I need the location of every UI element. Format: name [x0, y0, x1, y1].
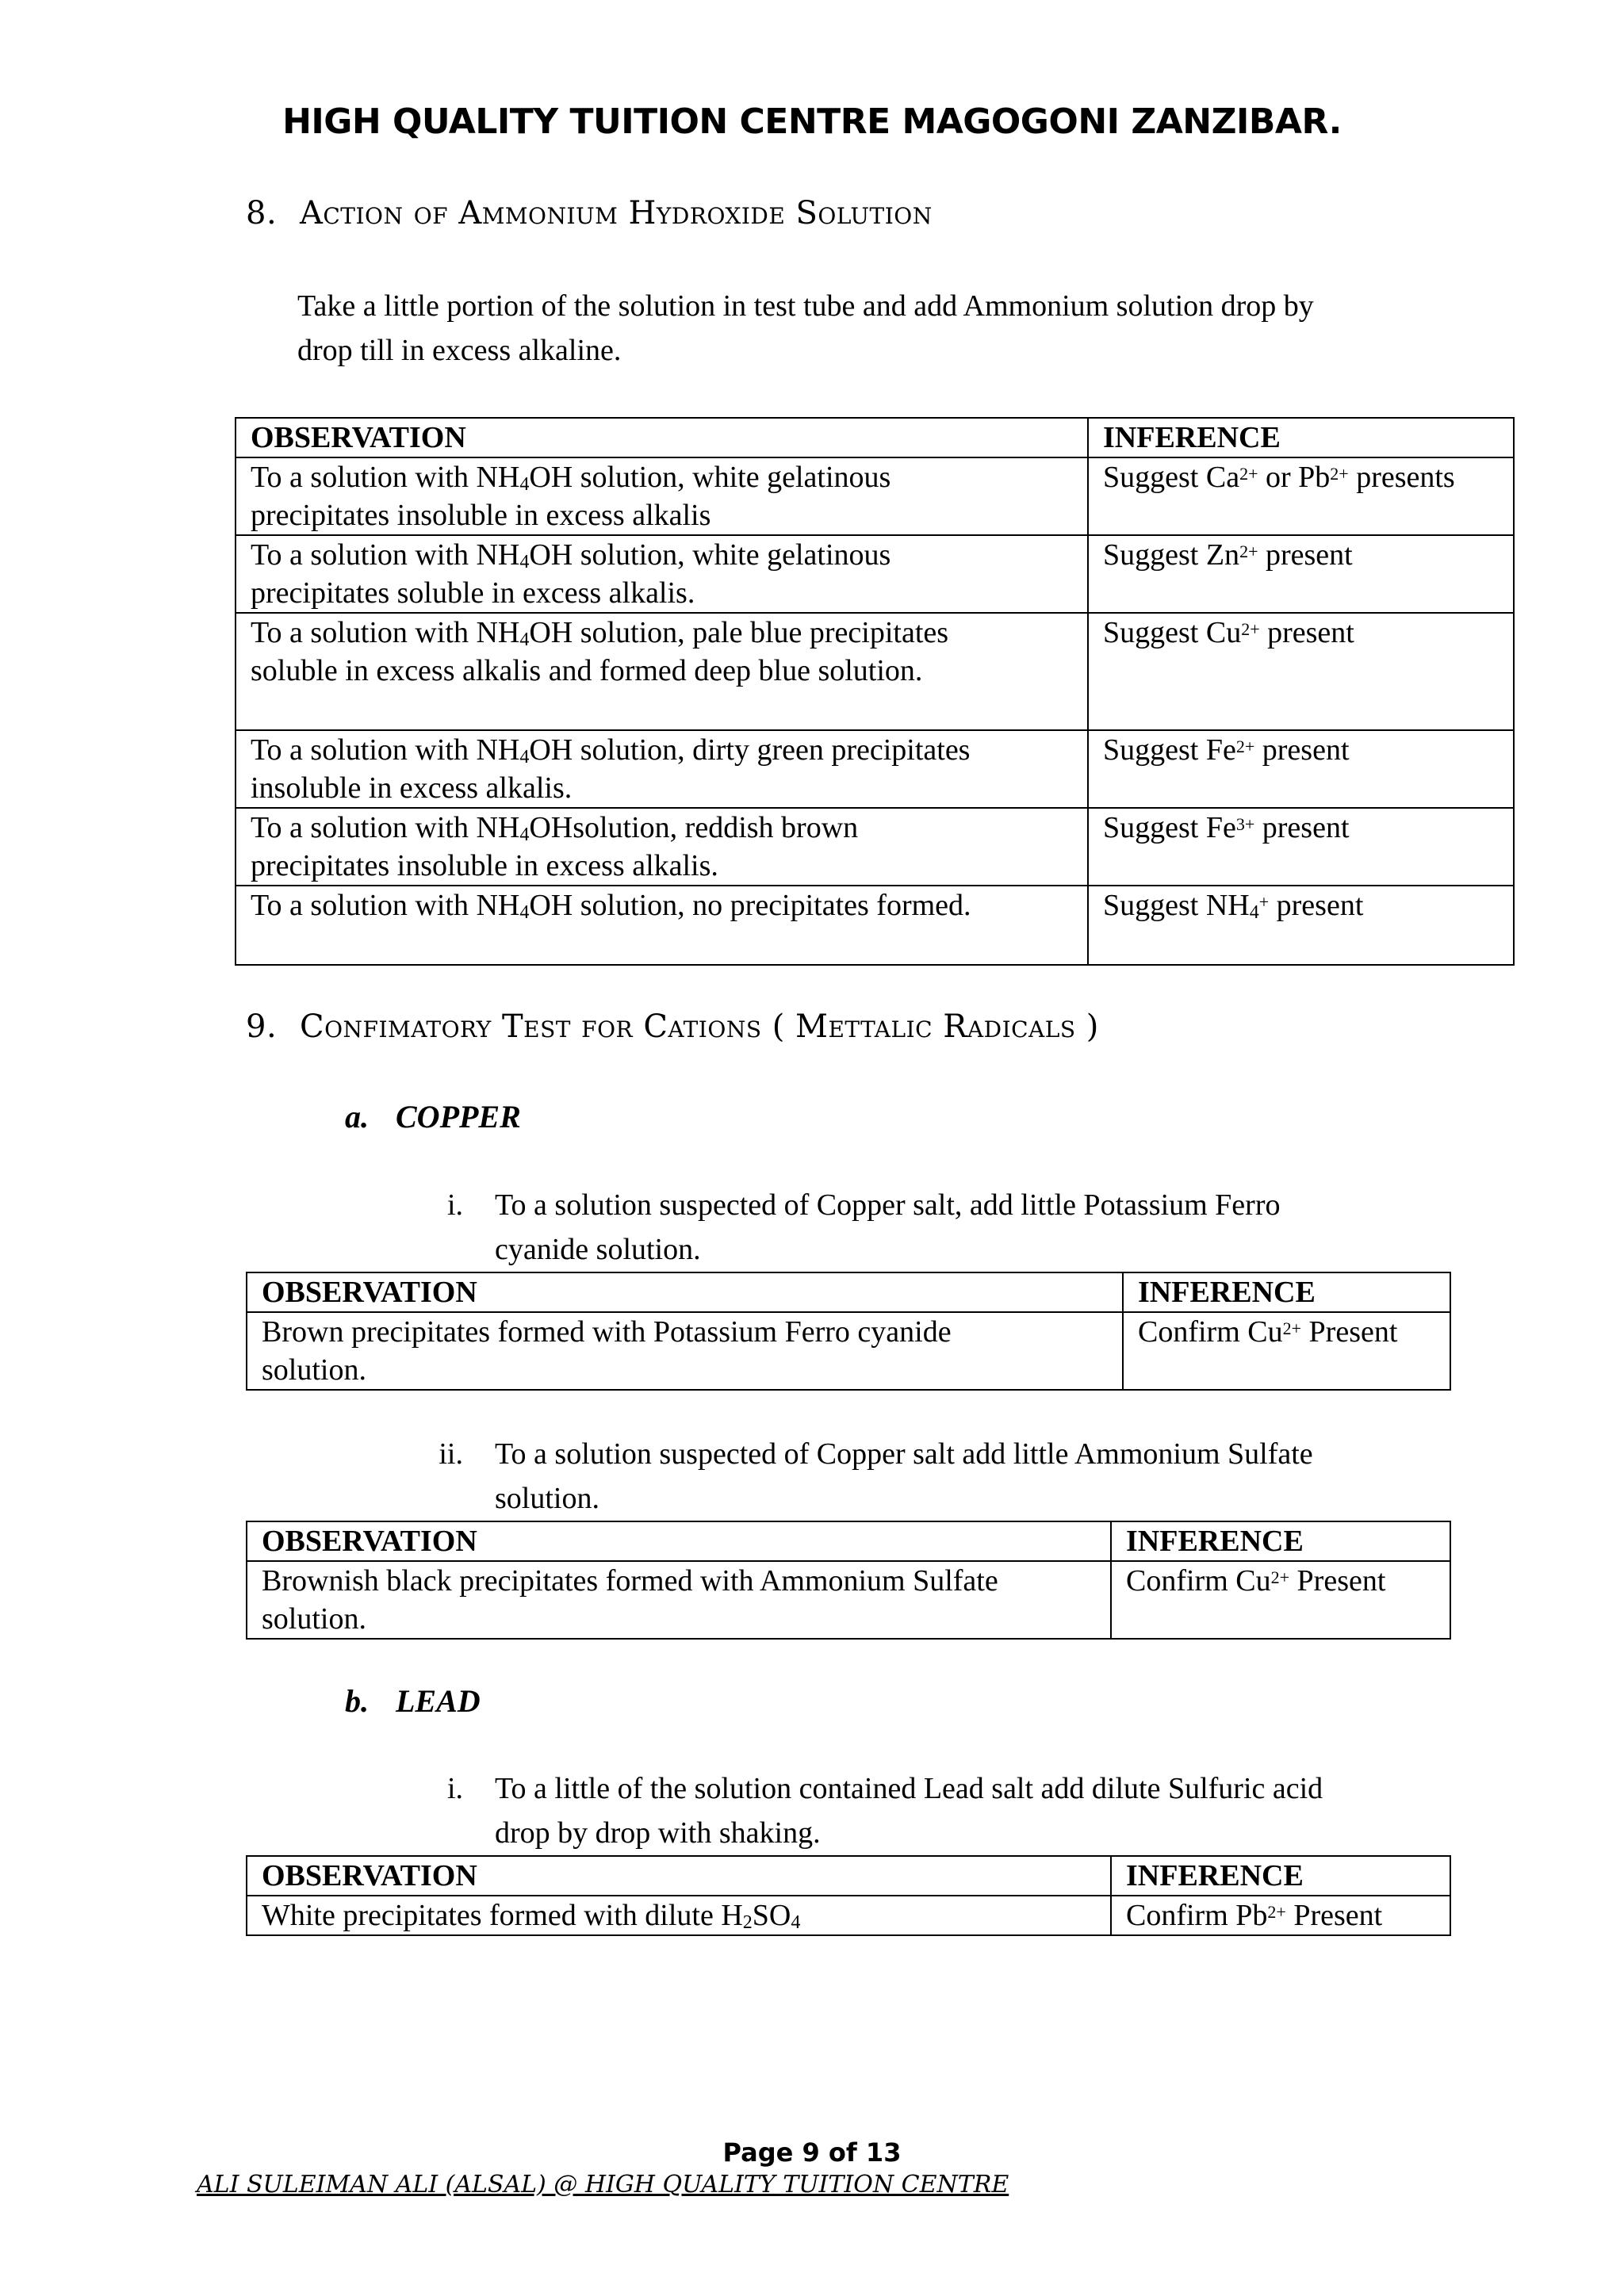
column-header-inference: INFERENCE [1088, 418, 1514, 457]
subsection-letter: b. [345, 1683, 369, 1719]
instruction-line: drop till in excess alkaline. [297, 334, 622, 367]
inference-cell: Suggest $Fe^{3+}$ present [1088, 808, 1514, 886]
copper-ammonium-sulfate-table [246, 1521, 1451, 1640]
section-title: Action of Ammonium Hydroxide Solution [300, 195, 933, 232]
roman-numeral: ii. [439, 1437, 463, 1471]
column-header-inference: INFERENCE [1111, 1521, 1450, 1561]
table-row [236, 535, 1514, 613]
table-header-row [247, 1856, 1450, 1896]
table-header-row [236, 418, 1514, 457]
copper-subheading [345, 1098, 521, 1135]
section-number: 9. [246, 1008, 278, 1045]
instruction-line: To a little of the solution contained Lead salt add dilute Sulfuric acid [495, 1772, 1323, 1805]
column-header-observation: OBSERVATION [247, 1272, 1123, 1312]
copper-ferrocyanide-table [246, 1272, 1451, 1391]
instruction-line: To a solution suspected of Copper salt, add little Potassium Ferro [495, 1188, 1281, 1222]
table-row [247, 1896, 1450, 1935]
section-8-instruction [297, 284, 1314, 373]
section-title: Confimatory Test for Cations ( Mettalic Radicals ) [300, 1008, 1099, 1045]
observation-cell: To a solution with $NH_4OH$ solution, white gelatinous precipitates insoluble in excess alkalis [236, 457, 1088, 535]
column-header-observation: OBSERVATION [236, 418, 1088, 457]
table-row [236, 457, 1514, 535]
table-row [247, 1561, 1450, 1639]
section-number: 8. [246, 195, 278, 232]
inference-cell: Confirm $Pb^{2+}$ Present [1111, 1896, 1450, 1935]
observation-cell: To a solution with $NH_4OH$ solution, white gelatinous precipitates soluble in excess alkalis. [236, 535, 1088, 613]
copper-test-1-instruction [446, 1183, 1446, 1272]
inference-cell: Confirm $Cu^{2+}$ Present [1111, 1561, 1450, 1639]
inference-cell: Suggest $Fe^{2+}$ present [1088, 730, 1514, 808]
table-row [247, 1312, 1450, 1390]
inference-cell: Suggest $Ca^{2+}$ or $Pb^{2+}$ presents [1088, 457, 1514, 535]
table-row [236, 730, 1514, 808]
subsection-title: LEAD [396, 1683, 481, 1719]
page-header-title: HIGH QUALITY TUITION CENTRE MAGOGONI ZANZIBAR. [282, 101, 1342, 142]
observation-cell: To a solution with $NH_4OH$ solution, pale blue precipitates soluble in excess alkalis and formed deep blue solution. [236, 613, 1088, 730]
instruction-line: Take a little portion of the solution in test tube and add Ammonium solution drop by [297, 289, 1314, 323]
table-header-row [247, 1521, 1450, 1561]
column-header-inference: INFERENCE [1111, 1856, 1450, 1896]
ammonium-hydroxide-table [235, 417, 1515, 966]
table-row [236, 613, 1514, 730]
observation-cell: Brownish black precipitates formed with Ammonium Sulfate solution. [247, 1561, 1111, 1639]
inference-cell: Suggest $NH_4^+$ present [1088, 886, 1514, 965]
footer-credit: ALI SULEIMAN ALI (ALSAL) @ HIGH QUALITY TUITION CENTRE [197, 2171, 1009, 2198]
copper-test-2-instruction [439, 1432, 1446, 1521]
observation-cell: Brown precipitates formed with Potassium Ferro cyanide solution. [247, 1312, 1123, 1390]
table-row [236, 808, 1514, 886]
section-9-heading [246, 1008, 1099, 1045]
observation-cell: White precipitates formed with dilute $H_2SO_4$ [247, 1896, 1111, 1935]
roman-numeral: i. [446, 1188, 463, 1222]
table-header-row [247, 1272, 1450, 1312]
subsection-letter: a. [345, 1099, 369, 1135]
lead-sulfuric-acid-table [246, 1855, 1451, 1936]
roman-numeral: i. [446, 1772, 463, 1805]
instruction-line: To a solution suspected of Copper salt add little Ammonium Sulfate [495, 1437, 1313, 1471]
column-header-observation: OBSERVATION [247, 1521, 1111, 1561]
table-row [236, 886, 1514, 965]
inference-cell: Suggest $Cu^{2+}$ present [1088, 613, 1514, 730]
inference-cell: Confirm $Cu^{2+}$ Present [1123, 1312, 1450, 1390]
column-header-inference: INFERENCE [1123, 1272, 1450, 1312]
instruction-line: solution. [495, 1482, 599, 1515]
instruction-line: cyanide solution. [495, 1233, 701, 1266]
observation-cell: To a solution with $NH_4OH$ solution, dirty green precipitates insoluble in excess alkalis. [236, 730, 1088, 808]
column-header-observation: OBSERVATION [247, 1856, 1111, 1896]
inference-cell: Suggest $Zn^{2+}$ present [1088, 535, 1514, 613]
subsection-title: COPPER [396, 1099, 521, 1135]
section-8-heading [246, 195, 933, 232]
page-number: Page 9 of 13 [722, 2137, 902, 2168]
lead-subheading [345, 1682, 481, 1720]
observation-cell: To a solution with $NH_4OH$ solution, no precipitates formed. [236, 886, 1088, 965]
instruction-line: drop by drop with shaking. [495, 1816, 821, 1850]
lead-test-1-instruction [446, 1766, 1446, 1855]
observation-cell: To a solution with $NH_4OHsolution$, reddish brown precipitates insoluble in excess alkalis. [236, 808, 1088, 886]
